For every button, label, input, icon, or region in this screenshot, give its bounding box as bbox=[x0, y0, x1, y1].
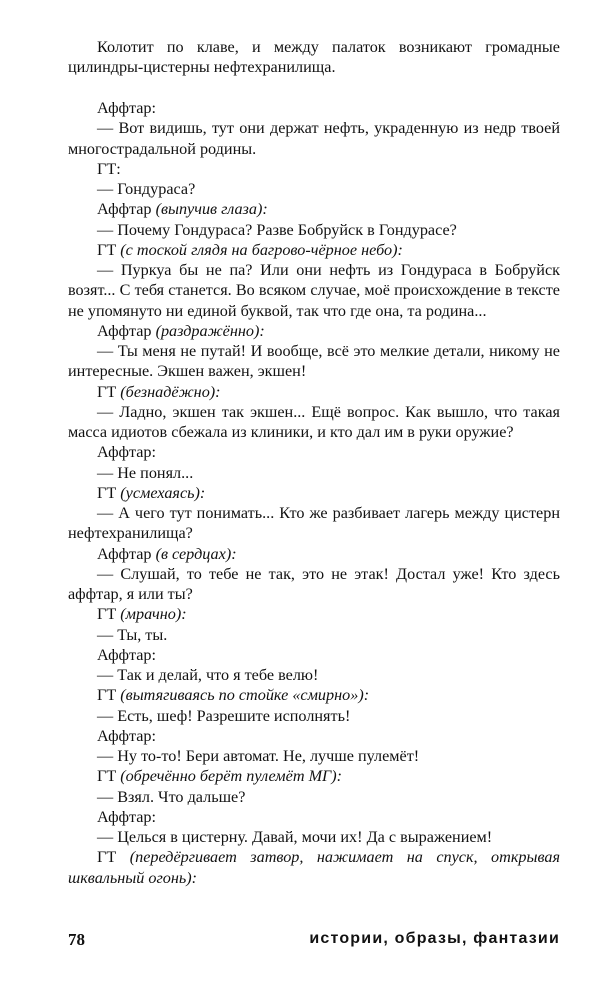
speaker-line bbox=[68, 807, 560, 827]
dialogue-line: — Целься в цистерну. Давай, мочи их! Да с выражением! bbox=[97, 828, 493, 846]
intro-block bbox=[68, 37, 560, 78]
running-title: истории, образы, фантазии bbox=[309, 930, 560, 947]
speaker-line bbox=[68, 604, 560, 624]
speaker-line bbox=[68, 321, 560, 341]
stage-direction: (безнадёжно): bbox=[120, 382, 221, 401]
speaker-name: Аффтар: bbox=[97, 443, 157, 462]
stage-direction: (обречённо берёт пулемёт МГ): bbox=[120, 767, 343, 786]
speaker-line bbox=[68, 726, 560, 746]
speaker-name: Аффтар: bbox=[97, 99, 157, 117]
dialogue-block bbox=[68, 98, 560, 888]
stage-direction: (раздражённо): bbox=[155, 321, 265, 340]
stage-direction: (вытягиваясь по стойке «смирно»): bbox=[120, 686, 370, 705]
stage-direction: (передёргивает затвор, нажимает на спуск, открывая шквальный огонь): bbox=[68, 848, 560, 887]
speaker-name: ГТ: bbox=[97, 159, 121, 178]
dialogue-line: — Слушай, то тебе не так, это не этак! Достал уже! Кто здесь аффтар, я или ты? bbox=[68, 564, 560, 603]
speaker-line bbox=[68, 442, 560, 462]
speaker-name: ГТ bbox=[97, 848, 117, 867]
dialogue-line: — Не понял... bbox=[97, 463, 194, 482]
speaker-name: ГТ bbox=[97, 240, 117, 259]
dialogue-line: — Вот видишь, тут они держат нефть, украденную из недр твоей многострадальной родины. bbox=[68, 119, 560, 158]
speaker-line bbox=[68, 645, 560, 665]
speaker-line bbox=[68, 382, 560, 402]
speaker-name: Аффтар: bbox=[97, 807, 157, 826]
speaker-line bbox=[68, 159, 560, 179]
speaker-name: ГТ bbox=[97, 767, 117, 786]
stage-direction: (в сердцах): bbox=[155, 544, 237, 563]
stage-direction: (усмехаясь): bbox=[120, 483, 206, 502]
speaker-line bbox=[68, 98, 560, 118]
page-number: 78 bbox=[68, 930, 85, 949]
speaker-line bbox=[68, 766, 560, 786]
speaker-name: Аффтар bbox=[97, 321, 152, 340]
speaker-line bbox=[68, 240, 560, 260]
dialogue-line: — А чего тут понимать... Кто же разбивает лагерь между цистерн нефтехранилища? bbox=[68, 504, 560, 543]
dialogue-line: — Ты меня не путай! И вообще, всё это мелкие детали, никому не интересные. Экшен важен, экшен! bbox=[68, 342, 560, 381]
intro-paragraph: Колотит по клаве, и между палаток возникают громадные цилиндры-цистерны нефтехранилища. bbox=[68, 38, 560, 77]
speaker-name: Аффтар: bbox=[97, 726, 157, 745]
dialogue-line: — Ну то-то! Бери автомат. Не, лучше пулемёт! bbox=[97, 747, 420, 765]
stage-direction: (мрачно): bbox=[120, 605, 187, 624]
dialogue-line: — Так и делай, что я тебе велю! bbox=[97, 666, 319, 684]
speaker-name: Аффтар bbox=[97, 200, 152, 219]
speaker-line bbox=[68, 483, 560, 503]
speaker-name: Аффтар: bbox=[97, 645, 157, 664]
dialogue-line: — Ты, ты. bbox=[97, 625, 168, 644]
stage-direction: (выпучив глаза): bbox=[155, 200, 268, 219]
dialogue-line: — Есть, шеф! Разрешите исполнять! bbox=[97, 706, 351, 725]
speaker-name: ГТ bbox=[97, 605, 117, 624]
speaker-line bbox=[68, 544, 560, 564]
speaker-name: ГТ bbox=[97, 686, 117, 705]
stage-direction: (с тоской глядя на багрово-чёрное небо): bbox=[120, 240, 403, 259]
speaker-name: ГТ bbox=[97, 382, 117, 401]
speaker-line bbox=[68, 685, 560, 705]
dialogue-line: — Почему Гондураса? Разве Бобруйск в Гондурасе? bbox=[97, 220, 457, 239]
speaker-line bbox=[68, 847, 560, 888]
dialogue-line: — Пуркуа бы не па? Или они нефть из Гондураса в Бобруйск возят... С тебя станется. Во всяком случае, моё происхождение в тексте не упомянуто ни единой буквой, так что где она, та родина... bbox=[68, 261, 560, 320]
speaker-name: Аффтар bbox=[97, 544, 152, 563]
dialogue-line: — Взял. Что дальше? bbox=[97, 787, 246, 806]
speaker-name: ГТ bbox=[97, 483, 117, 502]
dialogue-line: — Гондураса? bbox=[97, 180, 196, 198]
speaker-line bbox=[68, 199, 560, 219]
dialogue-line: — Ладно, экшен так экшен... Ещё вопрос. Как вышло, что такая масса идиотов сбежала из клиники, и кто дал им в руки оружие? bbox=[68, 402, 560, 441]
